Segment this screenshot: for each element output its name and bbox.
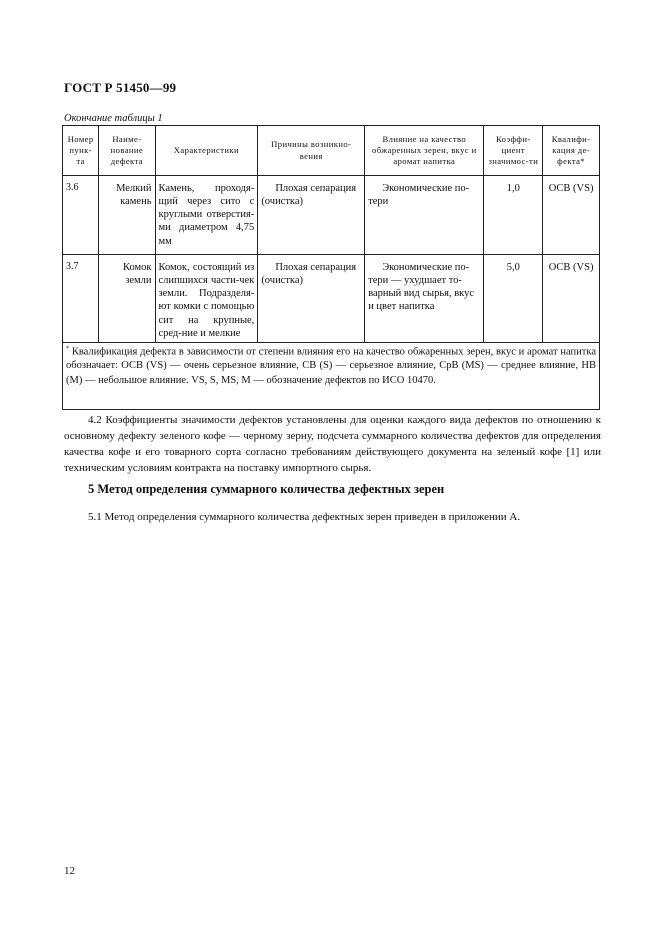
defect-name-line: камень <box>120 196 152 208</box>
table-row <box>63 176 600 255</box>
standard-header: ГОСТ Р 51450—99 <box>64 80 177 95</box>
defect-qualification: ОСВ (VS) <box>543 176 600 255</box>
defect-name-line: Комок <box>122 262 152 273</box>
significance-coefficient: 1,0 <box>484 176 543 255</box>
defect-characteristics: Комок, состоящий из слипшихся части-чек земли. Подразделя-ют комки с помощью сит на крупные, сред-ние и мелкие <box>155 255 258 343</box>
defect-cause <box>258 255 365 343</box>
defect-name-line: земли <box>125 275 152 287</box>
defects-table <box>62 125 600 410</box>
column-header-characteristics: Характеристики <box>155 126 258 176</box>
column-header-coefficient: Коэффи-циент значимос-ти <box>484 126 543 176</box>
defect-qualification: ОСВ (VS) <box>543 255 600 343</box>
influence-line: Экономические по- <box>382 262 470 273</box>
table-footnote-row <box>63 342 600 409</box>
column-header-causes: Причины возникно-вения <box>258 126 365 176</box>
paragraph-4-2: 4.2 Коэффициенты значимости дефектов установлены для оценки каждого вида дефектов по отношению к основному дефекту зеленого кофе — черному зерну, подсчета суммарного количества дефектов для определения качества кофе и его товарного сорта согласно требованиям действующего документа на зеленый кофе [1] или техническим условиям контракта на поставку импортного сырья. <box>64 414 601 474</box>
defect-cause <box>258 176 365 255</box>
table-header-row <box>63 126 600 176</box>
cause-line: (очистка) <box>261 196 304 208</box>
column-header-number: Номер пунк-та <box>63 126 99 176</box>
column-header-qualification: Квалифи-кация де-фекта* <box>543 126 600 176</box>
defect-influence <box>365 255 484 343</box>
defect-name <box>99 255 155 343</box>
defect-name <box>99 176 155 255</box>
column-header-name: Наиме-нование дефекта <box>99 126 155 176</box>
table-caption: Окончание таблицы 1 <box>64 113 163 124</box>
footnote-mark: * <box>66 345 69 352</box>
defect-name-line: Мелкий <box>116 183 152 194</box>
section-5-heading: 5 Метод определения суммарного количества дефектных зерен <box>88 482 445 496</box>
defect-influence <box>365 176 484 255</box>
row-number: 3.6 <box>63 176 99 255</box>
footnote-text: Квалификация дефекта в зависимости от степени влияния его на качество обжаренных зерен, вкус и аромат напитка обозначает: ОСВ (VS) — очень серьезное влияние, СВ (S) — серьезное влияние, СрВ (MS) — среднее влияние, НВ (М) — небольшое влияние. VS, S, MS, M — обозначение дефектов по ИСО 10470. <box>66 346 596 386</box>
influence-line: тери <box>368 196 389 208</box>
influence-line: тери — ухудшает то-варный вид сырья, вкус и цвет напитка <box>368 275 475 313</box>
defect-characteristics: Камень, проходя-щий через сито с круглыми отверстия-ми диаметром 4,75 мм <box>155 176 258 255</box>
column-header-influence: Влияние на качество обжаренных зерен, вкус и аромат напитка <box>365 126 484 176</box>
cause-line: Плохая сепарация <box>275 183 357 194</box>
table-footnote <box>63 342 600 409</box>
cause-line: Плохая сепарация <box>275 262 357 273</box>
table-row <box>63 255 600 343</box>
paragraph-5-1: 5.1 Метод определения суммарного количества дефектных зерен приведен в приложении А. <box>88 511 521 523</box>
page-number: 12 <box>64 865 75 877</box>
significance-coefficient: 5,0 <box>484 255 543 343</box>
row-number: 3.7 <box>63 255 99 343</box>
cause-line: (очистка) <box>261 275 304 287</box>
influence-line: Экономические по- <box>382 183 470 194</box>
